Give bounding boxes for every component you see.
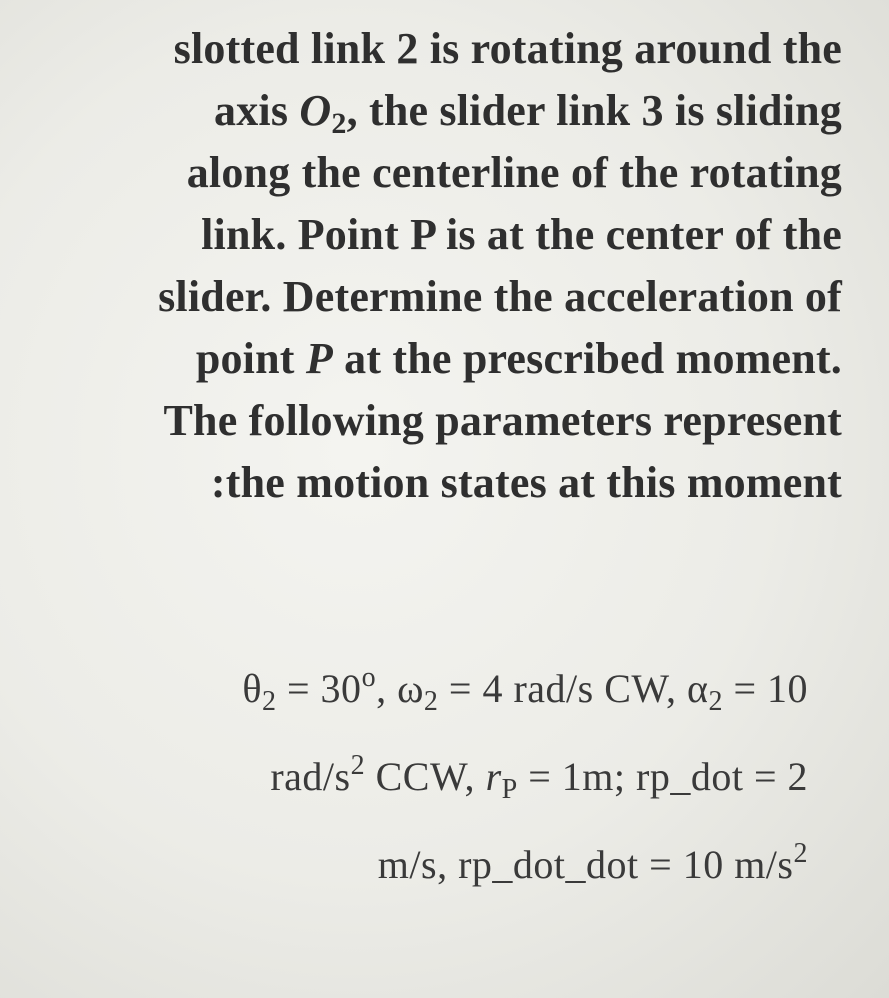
symbol-p: P bbox=[305, 334, 333, 383]
problem-line-4: link. Point P is at the center of the bbox=[201, 210, 842, 259]
motion-parameters bbox=[0, 645, 808, 909]
rp-dot-unit-superscript: 2 bbox=[793, 838, 808, 869]
problem-line-6 bbox=[0, 328, 842, 390]
problem-statement bbox=[0, 18, 842, 514]
problem-line-2 bbox=[0, 80, 842, 142]
problem-line-5: slider. Determine the acceleration of bbox=[158, 272, 842, 321]
alpha-unit-superscript: 2 bbox=[350, 750, 366, 781]
problem-line-1: slotted link 2 is rotating around the bbox=[173, 24, 842, 73]
omega-value: = 4 rad/s CW, bbox=[438, 666, 687, 711]
problem-line-6-end: at the prescribed moment. bbox=[332, 334, 842, 383]
alpha-subscript: 2 bbox=[708, 686, 723, 717]
problem-line-8: :the motion states at this moment bbox=[210, 458, 842, 507]
symbol-o-subscript: 2 bbox=[331, 107, 347, 140]
problem-line-2-start: axis bbox=[214, 86, 300, 135]
problem-line-6-start: point bbox=[195, 334, 306, 383]
theta-value: = 30 bbox=[276, 666, 362, 711]
problem-line-2-end: , the slider link 3 is sliding bbox=[346, 86, 842, 135]
rp-symbol: r bbox=[485, 754, 502, 799]
problem-line-7: The following parameters represent bbox=[163, 396, 842, 445]
theta-symbol: θ bbox=[242, 666, 262, 711]
parameters-line-3 bbox=[0, 821, 808, 909]
omega-symbol: , ω bbox=[376, 666, 424, 711]
symbol-o: O bbox=[299, 86, 332, 135]
alpha-unit: rad/s bbox=[270, 754, 351, 799]
problem-line-3: along the centerline of the rotating bbox=[186, 148, 842, 197]
theta-subscript: 2 bbox=[262, 686, 277, 717]
parameters-line-1 bbox=[0, 645, 808, 733]
rp-dot-unit: m/s, rp_dot_dot = 10 m/s bbox=[377, 842, 794, 887]
alpha-symbol: α bbox=[686, 666, 709, 711]
rp-value: = 1m; rp_dot = 2 bbox=[517, 754, 808, 799]
parameters-line-2 bbox=[0, 733, 808, 821]
degree-superscript: o bbox=[361, 662, 377, 693]
alpha-direction: CCW, bbox=[365, 754, 486, 799]
alpha-value: = 10 bbox=[722, 666, 808, 711]
omega-subscript: 2 bbox=[423, 686, 439, 717]
rp-subscript: P bbox=[501, 774, 518, 805]
